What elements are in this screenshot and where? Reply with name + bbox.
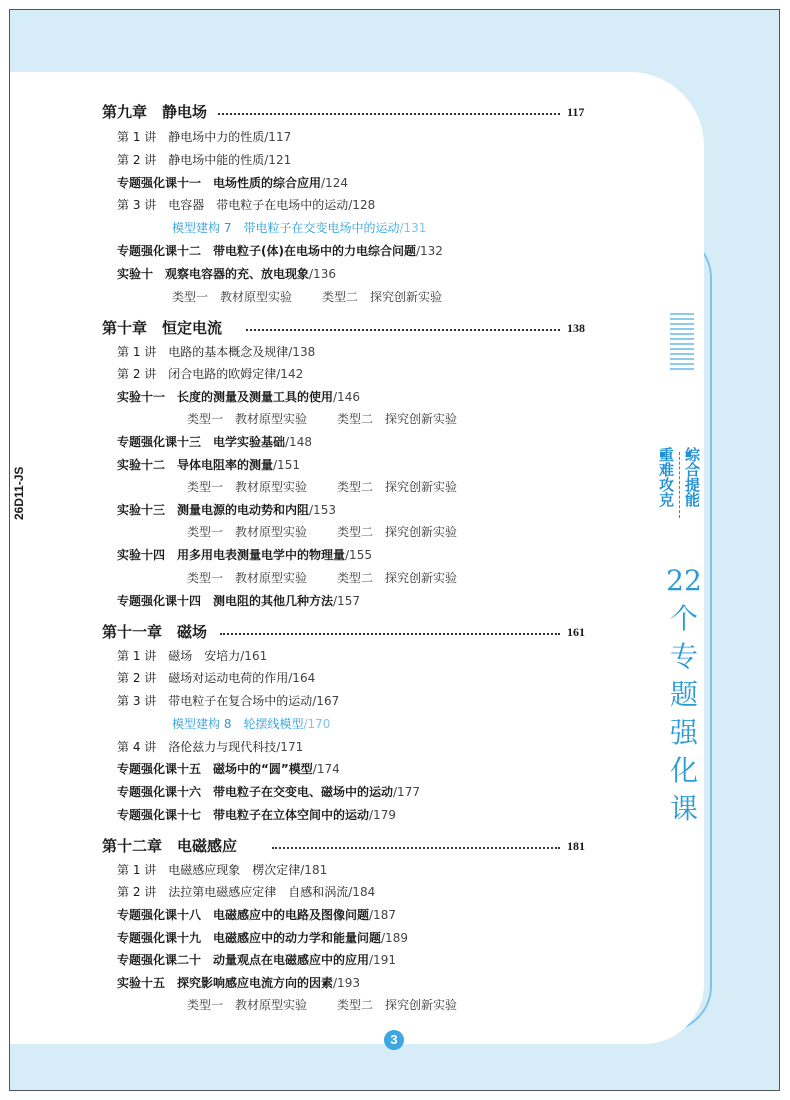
experiment-types: 类型一 教材原型实验 类型二 探究创新实验 bbox=[187, 525, 458, 539]
toc-item[interactable]: 专题强化课十七 带电粒子在立体空间中的运动/179 bbox=[117, 808, 396, 822]
toc-item[interactable]: 第 2 讲 磁场对运动电荷的作用/164 bbox=[117, 671, 316, 685]
toc-item[interactable]: 专题强化课十九 电磁感应中的动力学和能量问题/189 bbox=[117, 931, 408, 945]
chapter-10-page: 138 bbox=[567, 321, 585, 335]
chapter-9-title[interactable]: 第九章 静电场 bbox=[102, 103, 208, 121]
tab-big-title: 22个专题强化课 bbox=[666, 564, 702, 825]
toc-item[interactable]: 第 1 讲 静电场中力的性质/117 bbox=[117, 130, 292, 144]
toc-item[interactable]: 第 2 讲 法拉第电磁感应定律 自感和涡流/184 bbox=[117, 885, 376, 899]
toc-item[interactable]: 实验十二 导体电阻率的测量/151 bbox=[117, 458, 300, 472]
leader-dots bbox=[220, 633, 560, 635]
toc-item[interactable]: 实验十五 探究影响感应电流方向的因素/193 bbox=[117, 976, 360, 990]
toc-item[interactable]: 实验十 观察电容器的充、放电现象/136 bbox=[117, 267, 336, 281]
chapter-11-page: 161 bbox=[567, 625, 585, 639]
chapter-9-page: 117 bbox=[567, 105, 585, 119]
toc-item[interactable]: 专题强化课十四 测电阻的其他几种方法/157 bbox=[117, 594, 360, 608]
chapter-12-title[interactable]: 第十二章 电磁感应 bbox=[102, 837, 238, 855]
experiment-types: 类型一 教材原型实验 类型二 探究创新实验 bbox=[172, 290, 443, 304]
experiment-types: 类型一 教材原型实验 类型二 探究创新实验 bbox=[187, 412, 458, 426]
toc-item[interactable]: 实验十一 长度的测量及测量工具的使用/146 bbox=[117, 390, 360, 404]
toc-item[interactable]: 专题强化课十五 磁场中的“圆”模型/174 bbox=[117, 762, 340, 776]
page-number: 3 bbox=[384, 1030, 404, 1050]
experiment-types: 类型一 教材原型实验 类型二 探究创新实验 bbox=[187, 480, 458, 494]
toc-item[interactable]: 第 1 讲 电路的基本概念及规律/138 bbox=[117, 345, 316, 359]
tab-label-comprehensive: 综合提能 bbox=[683, 447, 701, 507]
book-code: 26D11-JS bbox=[12, 466, 26, 520]
toc-item[interactable]: 实验十四 用多用电表测量电学中的物理量/155 bbox=[117, 548, 372, 562]
toc-item[interactable]: 专题强化课二十 动量观点在电磁感应中的应用/191 bbox=[117, 953, 396, 967]
toc-item[interactable]: 第 3 讲 带电粒子在复合场中的运动/167 bbox=[117, 694, 340, 708]
chapter-10-title[interactable]: 第十章 恒定电流 bbox=[102, 319, 223, 337]
toc-item[interactable]: 第 4 讲 洛伦兹力与现代科技/171 bbox=[117, 740, 304, 754]
toc-item[interactable]: 第 2 讲 闭合电路的欧姆定律/142 bbox=[117, 367, 304, 381]
toc-item[interactable]: 专题强化课十八 电磁感应中的电路及图像问题/187 bbox=[117, 908, 396, 922]
toc-item[interactable]: 第 1 讲 电磁感应现象 楞次定律/181 bbox=[117, 863, 328, 877]
leader-dots bbox=[272, 847, 560, 849]
toc-item[interactable]: 第 3 讲 电容器 带电粒子在电场中的运动/128 bbox=[117, 198, 376, 212]
chapter-12-page: 181 bbox=[567, 839, 585, 853]
toc-item[interactable]: 第 1 讲 磁场 安培力/161 bbox=[117, 649, 268, 663]
toc-item[interactable]: 实验十三 测量电源的电动势和内阻/153 bbox=[117, 503, 336, 517]
toc-item[interactable]: 专题强化课十六 带电粒子在交变电、磁场中的运动/177 bbox=[117, 785, 420, 799]
toc-item-model[interactable]: 模型建构 7 带电粒子在交变电场中的运动/131 bbox=[172, 221, 427, 235]
tab-label-key-difficult: 重难攻克 bbox=[657, 447, 675, 507]
toc-item[interactable]: 第 2 讲 静电场中能的性质/121 bbox=[117, 153, 292, 167]
toc-item[interactable]: 专题强化课十二 带电粒子(体)在电场中的力电综合问题/132 bbox=[117, 244, 443, 258]
experiment-types: 类型一 教材原型实验 类型二 探究创新实验 bbox=[187, 998, 458, 1012]
toc-item-model[interactable]: 模型建构 8 轮摆线模型/170 bbox=[172, 717, 331, 731]
chapter-11-title[interactable]: 第十一章 磁场 bbox=[102, 623, 208, 641]
tab-separator bbox=[679, 452, 680, 518]
experiment-types: 类型一 教材原型实验 类型二 探究创新实验 bbox=[187, 571, 458, 585]
toc-item[interactable]: 专题强化课十三 电学实验基础/148 bbox=[117, 435, 312, 449]
tab-stripe-decoration bbox=[670, 313, 694, 373]
leader-dots bbox=[246, 329, 560, 331]
leader-dots bbox=[218, 113, 560, 115]
toc-item[interactable]: 专题强化课十一 电场性质的综合应用/124 bbox=[117, 176, 348, 190]
